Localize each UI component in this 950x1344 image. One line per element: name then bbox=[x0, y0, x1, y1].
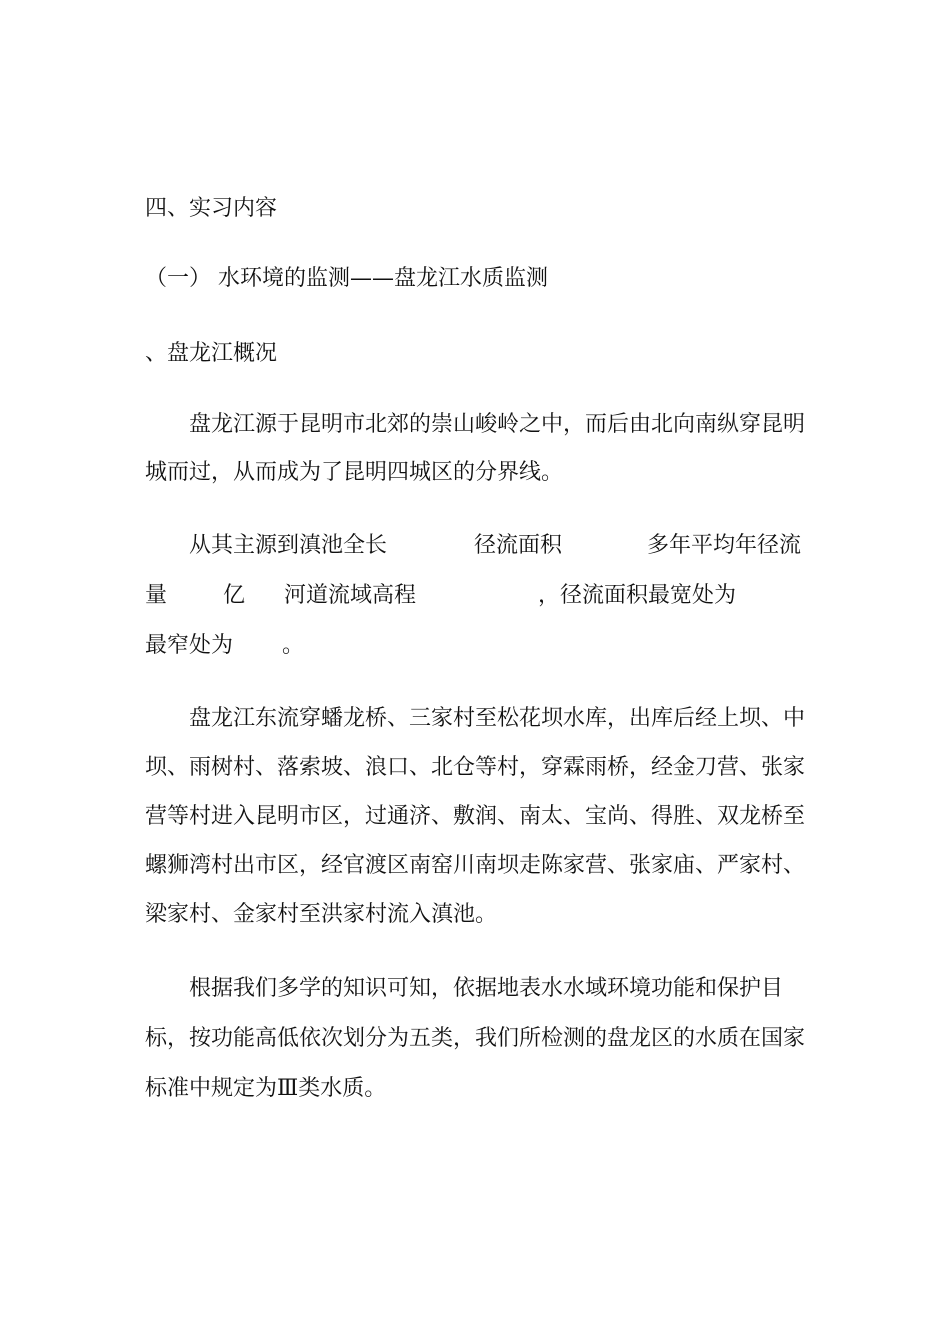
para3-line5: 梁家村、金家村至洪家村流入滇池。 bbox=[145, 902, 498, 927]
para3-line4: 螺狮湾村出市区，经官渡区南窑川南坝走陈家营、张家庙、严家村、 bbox=[145, 853, 806, 878]
para2-line2-d: ，径流面积最宽处为 bbox=[538, 583, 737, 608]
para3-line2: 坝、雨树村、落索坡、浪口、北仓等村，穿霖雨桥，经金刀营、张家 bbox=[145, 755, 806, 780]
item-heading: 、盘龙江概况 bbox=[145, 341, 278, 366]
para2-line1-a: 从其主源到滇池全长 bbox=[189, 533, 388, 558]
para2-line1-c: 多年平均年径流 bbox=[647, 533, 802, 558]
para3-line1: 盘龙江东流穿蟠龙桥、三家村至松花坝水库，出库后经上坝、中 bbox=[189, 706, 806, 731]
para2-line2-c: 河道流域高程 bbox=[284, 583, 417, 608]
para1-line2: 城而过，从而成为了昆明四城区的分界线。 bbox=[145, 460, 564, 485]
para2-line2-a: 量 bbox=[145, 583, 168, 608]
para4-line3: 标准中规定为Ⅲ类水质。 bbox=[145, 1076, 387, 1101]
para2-line2-b: 亿 bbox=[223, 583, 246, 608]
para2-line3-b: 。 bbox=[282, 633, 305, 658]
para1-line1: 盘龙江源于昆明市北郊的崇山峻岭之中，而后由北向南纵穿昆明 bbox=[189, 412, 806, 437]
para4-line1: 根据我们多学的知识可知，依据地表水水域环境功能和保护目 bbox=[189, 976, 784, 1001]
section-heading: 四、实习内容 bbox=[145, 196, 278, 221]
para2-line3-a: 最窄处为 bbox=[145, 633, 234, 658]
para2-line1-b: 径流面积 bbox=[474, 533, 563, 558]
para4-line2: 标，按功能高低依次划分为五类，我们所检测的盘龙区的水质在国家 bbox=[145, 1026, 806, 1051]
subsection-heading: （一） 水环境的监测——盘龙江水质监测 bbox=[145, 266, 548, 291]
para3-line3: 营等村进入昆明市区，过通济、敷润、南太、宝尚、得胜、双龙桥至 bbox=[145, 804, 806, 829]
